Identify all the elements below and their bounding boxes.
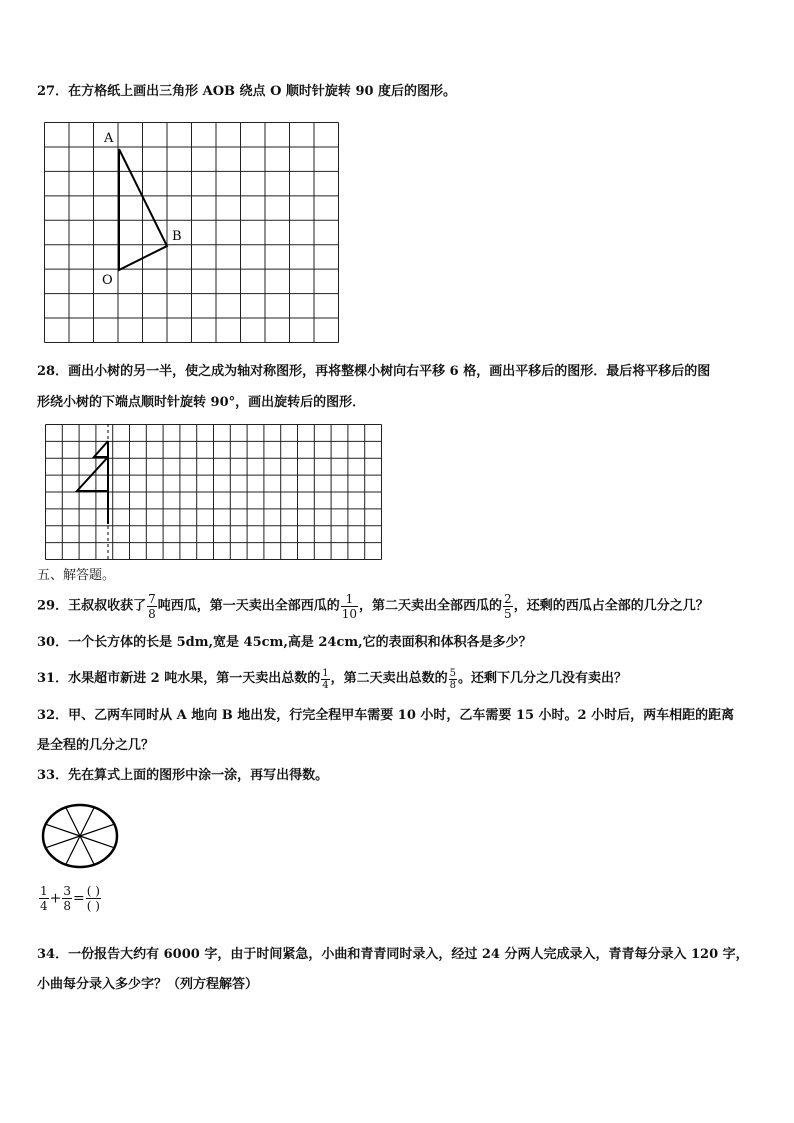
q31-post: 。还剩下几分之几没有卖出？ [457, 671, 627, 686]
point-b-label: B [172, 229, 182, 244]
q31-frac2: $\frac{5}{8}$ [449, 667, 456, 691]
q31-frac1: $\frac{1}{4}$ [322, 667, 329, 691]
q34-line1: 34．一份报告大约有 6000 字，由于时间紧急，小曲和青青同时录入，经过 24 分两人完成录入，青青每分录入 120 字， [37, 947, 749, 962]
q27-text: 27．在方格纸上画出三角形 AOB 绕点 O 顺时针旋转 90 度后的图形。 [37, 84, 457, 99]
q32-line1: 32．甲、乙两车同时从 A 地向 B 地出发，行完全程甲车需要 10 小时，乙车需要 15 小时。2 小时后，两车相距的距离 [37, 708, 735, 723]
q31-pre: 31．水果超市新进 2 吨水果，第一天卖出总数的 [37, 671, 321, 686]
q29-pre: 29．王叔叔收获了 [37, 598, 147, 614]
q29-frac2: $\frac{1}{10}$ [341, 592, 358, 621]
q33-frac-result: $\frac{( )}{( )}$ [86, 884, 100, 913]
q29-post: ，还剩的西瓜占全部的几分之几？ [513, 598, 709, 614]
q34-line2: 小曲每分录入多少字？（列方程解答） [37, 977, 259, 992]
q30: 30．一个长方体的长是 5dm,宽是 45cm,高是 24cm,它的表面积和体积各是多少？ [37, 635, 532, 650]
tree-half-mid [77, 457, 108, 491]
q33-frac-b: $\frac{3}{8}$ [63, 884, 72, 913]
q31 [37, 666, 627, 693]
q28-grid-figure [45, 424, 382, 560]
q31-mid: ，第二天卖出总数的 [330, 671, 448, 686]
q28-line1: 28．画出小树的另一半，使之成为轴对称图形，再将整棵小树向右平移 6 格，画出平移后的图形．最后将平移后的图 [37, 364, 711, 379]
q29 [37, 592, 709, 621]
q33-text: 33．先在算式上面的图形中涂一涂，再写出得数。 [37, 768, 329, 783]
q32-line2: 是全程的几分之几？ [37, 738, 155, 753]
q29-frac3: $\frac{2}{5}$ [504, 592, 512, 621]
point-o-label: O [102, 273, 113, 288]
section-5-heading: 五、解答题。 [37, 568, 116, 583]
q29-frac1: $\frac{7}{8}$ [148, 592, 156, 621]
q33-expression: $\frac{1}{4}$ + $\frac{3}{8}$ = $\frac{( )}{( )}$ [40, 884, 100, 913]
q29-mid1: 吨西瓜，第一天卖出全部西瓜的 [157, 598, 340, 614]
q33-circle-figure [41, 803, 121, 869]
q28-line2: 形绕小树的下端点顺时针旋转 90°，画出旋转后的图形． [37, 395, 366, 410]
q27-grid-figure [44, 122, 340, 344]
point-a-label: A [104, 131, 114, 146]
q33-frac-a: $\frac{1}{4}$ [40, 884, 48, 913]
q29-mid2: ，第二天卖出全部西瓜的 [359, 598, 503, 614]
